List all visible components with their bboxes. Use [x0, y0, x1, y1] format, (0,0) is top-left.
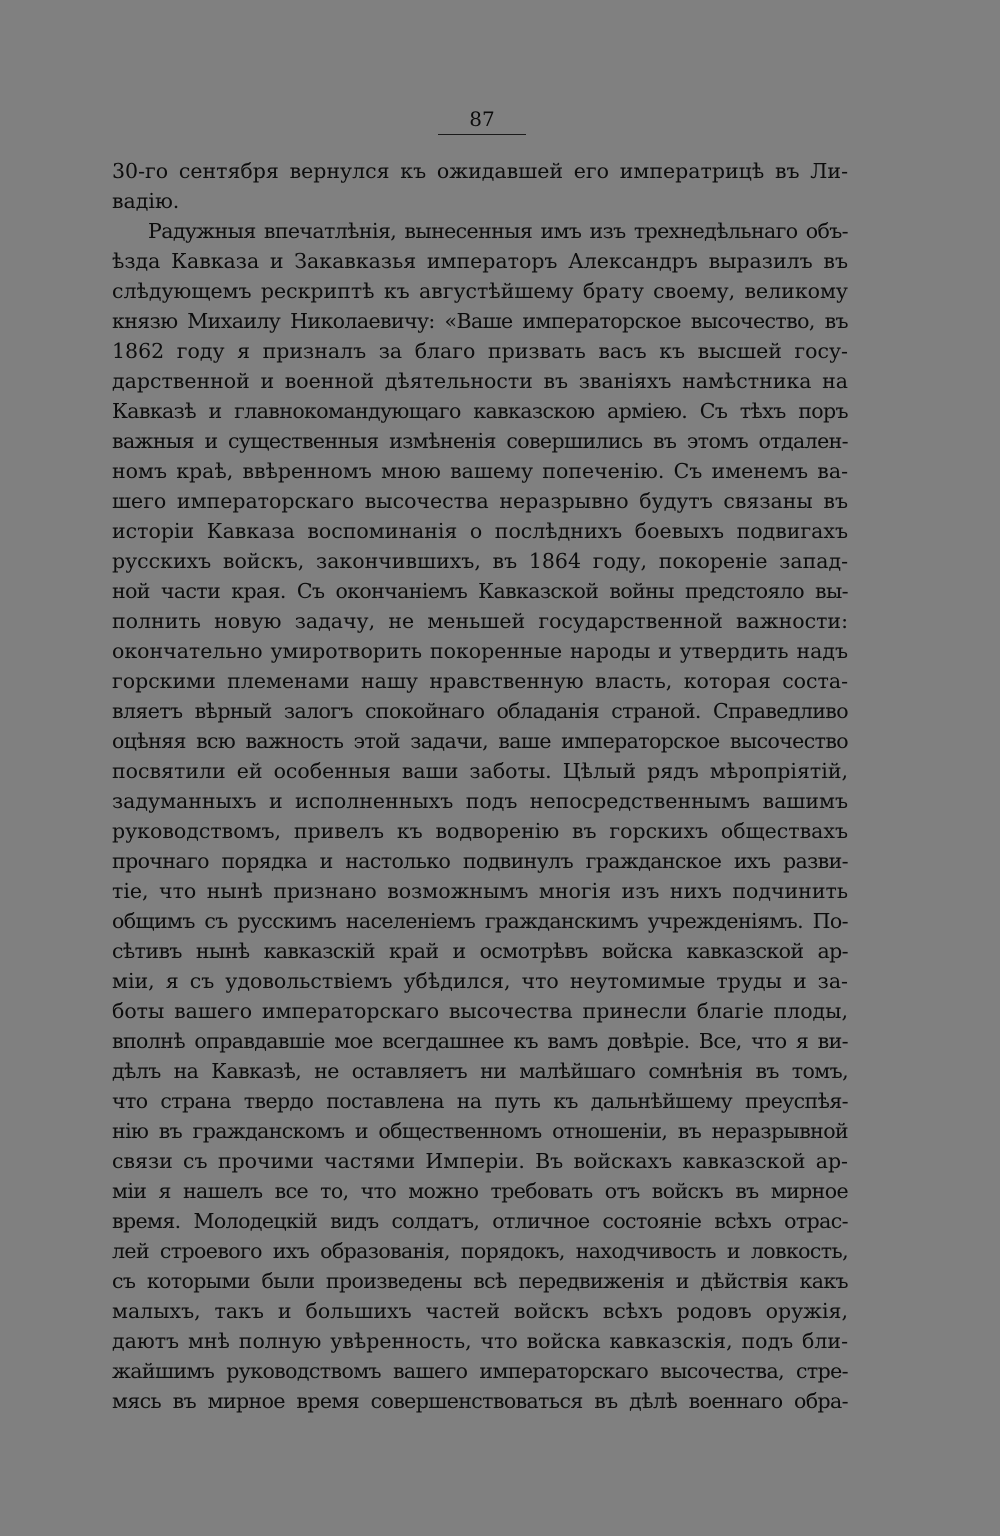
page-header	[438, 106, 526, 135]
text-line: посвятили ей особенныя ваши заботы. Цѣлый рядъ мѣропріятій,	[112, 759, 848, 783]
text-line: важныя и существенныя измѣненія совершились въ этомъ отдален-	[112, 429, 848, 453]
text-line: Кавказѣ и главнокомандующаго кавказскою арміею. Съ тѣхъ поръ	[112, 399, 848, 423]
text-line: ѣзда Кавказа и Закавказья императоръ Александръ выразилъ въ	[112, 249, 848, 273]
text-line: что страна твердо поставлена на путь къ дальнѣйшему преуспѣя-	[112, 1089, 848, 1113]
text-line: князю Михаилу Николаевичу: «Ваше императорское высочество, въ	[112, 309, 848, 333]
text-line: связи съ прочими частями Имперіи. Въ войскахъ кавказской ар-	[112, 1149, 848, 1173]
text-line: нію въ гражданскомъ и общественномъ отношеніи, въ неразрывной	[112, 1119, 848, 1143]
text-line: слѣдующемъ рескриптѣ къ августѣйшему брату своему, великому	[112, 279, 848, 303]
text-line: окончательно умиротворить покоренные народы и утвердить надъ	[112, 639, 848, 663]
text-line: тіе, что нынѣ признано возможнымъ многія изъ нихъ подчинить	[112, 879, 848, 903]
text-line: лей строевого ихъ образованія, порядокъ, находчивость и ловкость,	[112, 1239, 848, 1263]
text-line: общимъ съ русскимъ населеніемъ гражданскимъ учрежденіямъ. По-	[112, 909, 848, 933]
text-line: боты вашего императорскаго высочества принесли благіе плоды,	[112, 999, 848, 1023]
text-line: съ которыми были произведены всѣ передвиженія и дѣйствія какъ	[112, 1269, 848, 1293]
text-line: мясь въ мирное время совершенствоваться въ дѣлѣ военнаго обра-	[112, 1389, 848, 1413]
text-line: сѣтивъ нынѣ кавказскій край и осмотрѣвъ войска кавказской ар-	[112, 939, 848, 963]
text-line: вадію.	[112, 189, 180, 213]
text-line: 30-го сентября вернулся къ ожидавшей его императрицѣ въ Ли-	[112, 159, 848, 183]
text-line: міи, я съ удовольствіемъ убѣдился, что неутомимые труды и за-	[112, 969, 848, 993]
text-line: жайшимъ руководствомъ вашего императорскаго высочества, стре-	[112, 1359, 848, 1383]
text-line: руководствомъ, привелъ къ водворенію въ горскихъ обществахъ	[112, 819, 848, 843]
text-line: вполнѣ оправдавшіе мое всегдашнее къ вамъ довѣріе. Все, что я ви-	[112, 1029, 848, 1053]
text-line: дарственной и военной дѣятельности въ званіяхъ намѣстника на	[112, 369, 848, 393]
text-line: дѣлъ на Кавказѣ, не оставляетъ ни малѣйшаго сомнѣнія въ томъ,	[112, 1059, 848, 1083]
text-line: полнить новую задачу, не меньшей государственной важности:	[112, 609, 848, 633]
text-line: исторіи Кавказа воспоминанія о послѣднихъ боевыхъ подвигахъ	[112, 519, 848, 543]
text-line: 1862 году я призналъ за благо призвать васъ къ высшей госу-	[112, 339, 848, 363]
text-line: Радужныя впечатлѣнія, вынесенныя имъ изъ трехнедѣльнаго объ-	[148, 219, 848, 243]
text-line: малыхъ, такъ и большихъ частей войскъ всѣхъ родовъ оружія,	[112, 1299, 848, 1323]
text-line: даютъ мнѣ полную увѣренность, что войска кавказскія, подъ бли-	[112, 1329, 848, 1353]
body-text	[112, 156, 848, 1416]
text-line: оцѣняя всю важность этой задачи, ваше императорское высочество	[112, 729, 848, 753]
text-line: горскими племенами нашу нравственную власть, которая соста-	[112, 669, 848, 693]
text-line: ной части края. Съ окончаніемъ Кавказской войны предстояло вы-	[112, 579, 848, 603]
text-line: прочнаго порядка и настолько подвинулъ гражданское ихъ разви-	[112, 849, 848, 873]
text-line: шего императорскаго высочества неразрывно будутъ связаны въ	[112, 489, 848, 513]
text-line: номъ краѣ, ввѣренномъ мною вашему попеченію. Съ именемъ ва-	[112, 459, 848, 483]
text-line: русскихъ войскъ, закончившихъ, въ 1864 году, покореніе запад-	[112, 549, 848, 573]
text-line: время. Молодецкій видъ солдатъ, отличное состояніе всѣхъ отрас-	[112, 1209, 848, 1233]
page-number: 87	[469, 107, 495, 131]
text-line: міи я нашелъ все то, что можно требовать отъ войскъ въ мирное	[112, 1179, 848, 1203]
text-line: вляетъ вѣрный залогъ спокойнаго обладанія страной. Справедливо	[112, 699, 848, 723]
page-number-rule	[438, 134, 526, 135]
text-line: задуманныхъ и исполненныхъ подъ непосредственнымъ вашимъ	[112, 789, 848, 813]
